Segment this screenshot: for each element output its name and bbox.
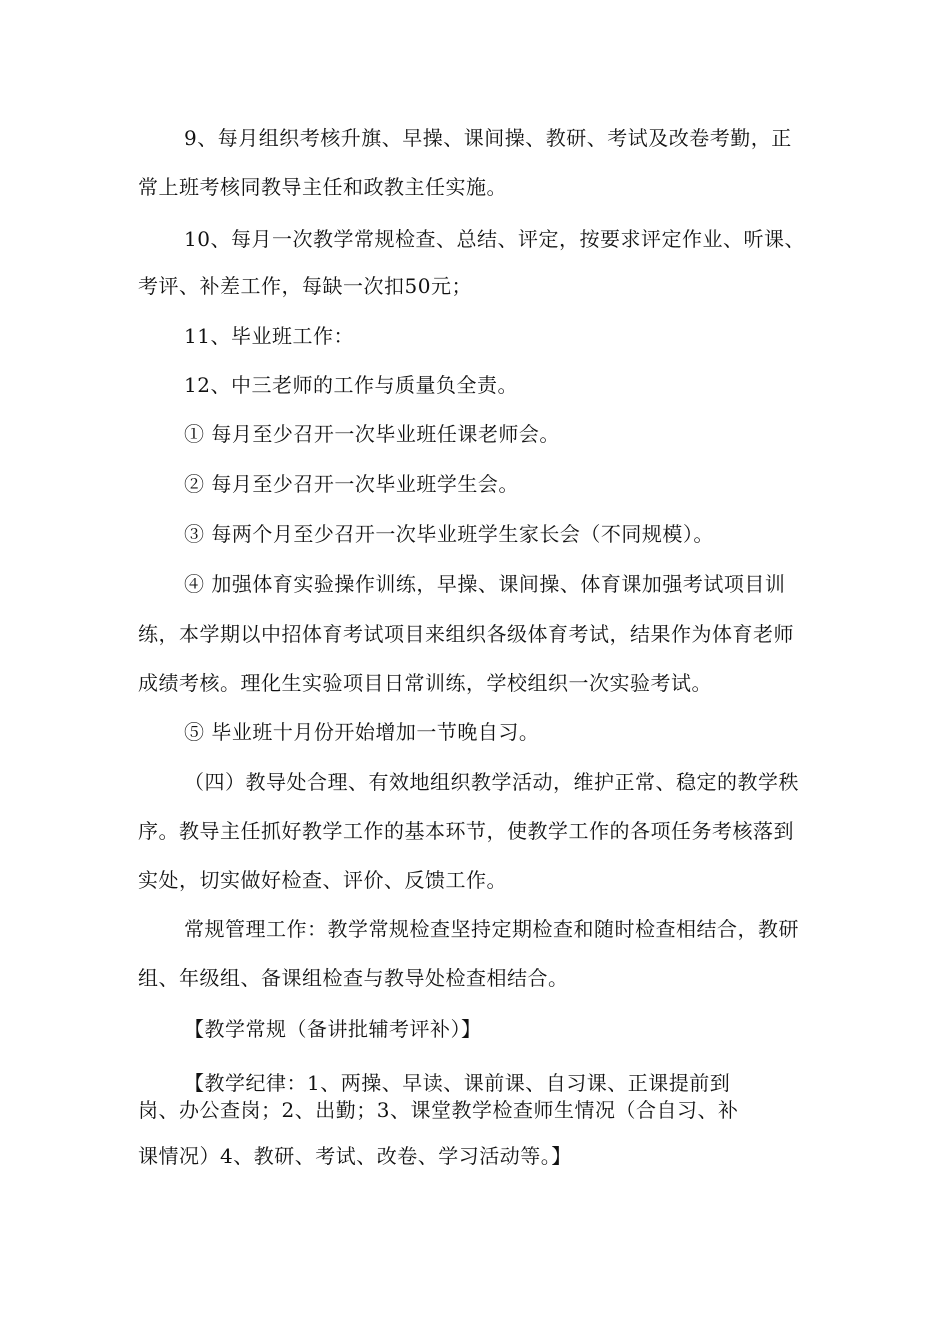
paragraph-line: 9、每月组织考核升旗、早操、课间操、教研、考试及改卷考勤，正 — [184, 126, 792, 150]
list-item: ② 每月至少召开一次毕业班学生会。 — [184, 472, 519, 496]
paragraph-line: 10、每月一次教学常规检查、总结、评定，按要求评定作业、听课、 — [184, 227, 805, 251]
paragraph-line: 常规管理工作：教学常规检查坚持定期检查和随时检查相结合，教研 — [184, 917, 799, 941]
paragraph-line: 常上班考核同教导主任和政教主任实施。 — [138, 175, 507, 199]
bracket-heading: 【教学常规（备讲批辅考评补）】 — [184, 1017, 482, 1041]
list-item: ⑤ 毕业班十月份开始增加一节晚自习。 — [184, 720, 540, 744]
paragraph-line: （四）教导处合理、有效地组织教学活动，维护正常、稳定的教学秩 — [184, 770, 799, 794]
paragraph-line: 考评、补差工作，每缺一次扣50元； — [138, 274, 472, 298]
bracket-paragraph-line: 【教学纪律：1、两操、早读、课前课、自习课、正课提前到 — [184, 1071, 731, 1095]
paragraph-line: 12、中三老师的工作与质量负全责。 — [184, 373, 518, 397]
list-item: ① 每月至少召开一次毕业班任课老师会。 — [184, 422, 560, 446]
bracket-paragraph-line: 岗、办公查岗；2、出勤；3、课堂教学检查师生情况（合自习、补 — [138, 1098, 739, 1122]
paragraph-line: 成绩考核。理化生实验项目日常训练，学校组织一次实验考试。 — [138, 671, 712, 695]
list-item: ③ 每两个月至少召开一次毕业班学生家长会（不同规模）。 — [184, 522, 714, 546]
paragraph-line: 实处，切实做好检查、评价、反馈工作。 — [138, 868, 507, 892]
paragraph-line: 序。教导主任抓好教学工作的基本环节，使教学工作的各项任务考核落到 — [138, 819, 794, 843]
paragraph-line: 11、毕业班工作： — [184, 324, 354, 348]
paragraph-line: 组、年级组、备课组检查与教导处检查相结合。 — [138, 966, 569, 990]
bracket-paragraph-line: 课情况）4、教研、考试、改卷、学习活动等。】 — [138, 1144, 572, 1168]
paragraph-line: 练，本学期以中招体育考试项目来组织各级体育考试，结果作为体育老师 — [138, 622, 794, 646]
list-item: ④ 加强体育实验操作训练，早操、课间操、体育课加强考试项目训 — [184, 572, 786, 596]
